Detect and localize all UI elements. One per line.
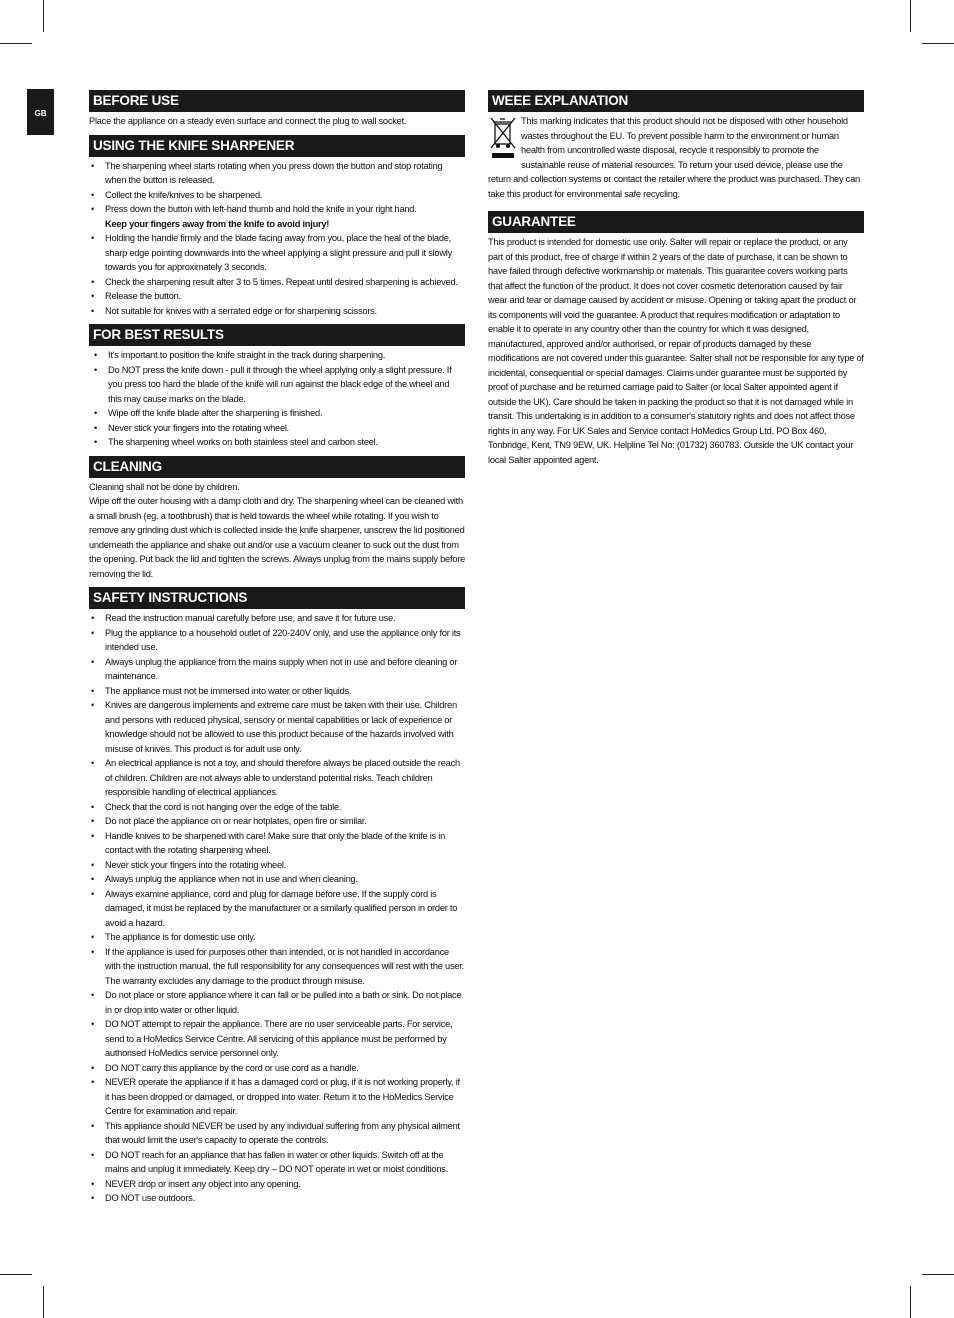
before-use-section xyxy=(89,90,465,129)
injury-warning: Keep your fingers away from the knife to avoid injury! xyxy=(105,218,330,229)
cleaning-text: Cleaning shall not be done by children. xyxy=(89,481,240,492)
list-item: • An electrical appliance is not a toy, and should therefore always be placed outside the reach of children. Children are not always able to understand potential risks. Teach children responsible handling of electrical appliances. xyxy=(89,756,465,800)
list-item: • Not suitable for knives with a serrated edge or for sharpening scissors. xyxy=(89,304,465,319)
crop-mark xyxy=(43,1286,44,1318)
list-item: • DO NOT use outdoors. xyxy=(89,1191,465,1206)
list-item: • Holding the handle firmly and the blade facing away from you, place the heal of the blade, sharp edge pointing downwards into the wheel applying a slight pressure and pull it slowly towards you for approximately 3 seconds. xyxy=(89,231,465,275)
cleaning-section xyxy=(89,456,465,582)
list-item: • Never stick your fingers into the rotating wheel. xyxy=(89,858,465,873)
list-item: • NEVER drop or insert any object into any opening. xyxy=(89,1177,465,1192)
list-item: • The appliance must not be immersed into water or other liquids. xyxy=(89,684,465,699)
section-heading: SAFETY INSTRUCTIONS xyxy=(89,587,465,609)
safety-list xyxy=(89,611,465,1206)
guarantee-section xyxy=(488,211,864,467)
list-item: • Wipe off the knife blade after the sharpening is finished. xyxy=(89,406,465,421)
list-item: • If the appliance is used for purposes other than intended, or is not handled in accordance with the instruction manual, the full responsibility for any consequences will rest with the user. The warranty excludes any damage to the product through misuse. xyxy=(89,945,465,989)
list-item: • Check that the cord is not hanging over the edge of the table. xyxy=(89,800,465,815)
weee-section xyxy=(488,90,864,201)
list-item: • It's important to position the knife straight in the track during sharpening. xyxy=(89,348,465,363)
list-item: • Check the sharpening result after 3 to 5 times. Repeat until desired sharpening is achieved. xyxy=(89,275,465,290)
list-item: • Always unplug the appliance from the mains supply when not in use and before cleaning or maintenance. xyxy=(89,655,465,684)
list-item: • The appliance is for domestic use only. xyxy=(89,930,465,945)
list-item: • Plug the appliance to a household outlet of 220-240V only, and use the appliance only for its intended use. xyxy=(89,626,465,655)
list-item: • Do NOT press the knife down - pull it through the wheel applying only a slight pressure. If you press too hard the blade of the knife will run against the black edge of the wheel and this may cause marks on the blade. xyxy=(89,363,465,407)
list-item: • Collect the knife/knives to be sharpened. xyxy=(89,188,465,203)
guarantee-text: This product is intended for domestic use only. Salter will repair or replace the product, or any part of this product, free of charge if within 2 years of the date of purchase, it can be shown to have failed through defective workmanship or materials. This guarantee covers working parts that affect the function of the product. It does not cover cosmetic deterioration caused by fair wear and tear or damage caused by accident or misuse. Opening or taking apart the product or its components will void the guarantee. A product that requires modification or adaptation to enable it to operate in any country other than the country for which it was designed, manufactured, approved and/or authorised, or repair of products damaged by these modifications are not covered under this guarantee. Salter shall not be responsible for any type of incidental, consequential or special damages. Claims under guarantee must be supported by proof of purchase and be returned carriage paid to Salter (or local Salter appointed agent if outside the UK). Care should be taken in packing the product so that it is not damaged while in transit. This undertaking is in addition to a consumer's statutory rights and does not affect those rights in any way. For UK Sales and Service contact HoMedics Group Ltd, PO Box 460, Tonbridge, Kent, TN9 9EW, UK. Helpline Tel No: (01732) 360783. Outside the UK contact your local Salter appointed agent. xyxy=(488,237,864,465)
list-item: • Always unplug the appliance when not in use and when cleaning. xyxy=(89,872,465,887)
section-heading: USING THE KNIFE SHARPENER xyxy=(89,135,465,157)
cleaning-text: Wipe off the outer housing with a damp cloth and dry. The sharpening wheel can be cleaned with a small brush (eg. a toothbrush) that is held towards the wheel while rotating. If you wish to remove any grinding dust which is collected inside the knife sharpener, unscrew the lid positioned underneath the appliance and shake out and/or use a vacuum cleaner to suck out the dust from the opening. Put back the lid and tighten the screws. Always unplug from the mains supply before removing the lid. xyxy=(89,496,466,579)
crop-mark xyxy=(0,1274,32,1275)
right-column xyxy=(488,90,864,473)
list-item: • The sharpening wheel works on both stainless steel and carbon steel. xyxy=(89,435,465,450)
best-results-section xyxy=(89,324,465,450)
section-heading: FOR BEST RESULTS xyxy=(89,324,465,346)
list-item: • Never stick your fingers into the rotating wheel. xyxy=(89,421,465,436)
language-tab xyxy=(27,89,54,135)
before-use-text: Place the appliance on a steady even surface and connect the plug to wall socket. xyxy=(89,116,407,126)
list-item: • DO NOT reach for an appliance that has fallen in water or other liquids. Switch off at the mains and unplug it immediately. Keep dry – DO NOT operate in wet or moist conditions. xyxy=(89,1148,465,1177)
using-list xyxy=(89,159,465,319)
crossed-out-wheelie-bin-icon xyxy=(488,116,518,160)
section-heading: CLEANING xyxy=(89,456,465,478)
list-item: • Do not place the appliance on or near hotplates, open fire or similar. xyxy=(89,814,465,829)
list-item: • Always examine appliance, cord and plug for damage before use. If the supply cord is damaged, it must be replaced by the manufacturer or a similarly qualified person in order to avoid a hazard. xyxy=(89,887,465,931)
list-item: • DO NOT attempt to repair the appliance. There are no user serviceable parts. For service, send to a HoMedics Service Centre. All servicing of this appliance must be performed by authorised HoMedics service personnel only. xyxy=(89,1017,465,1061)
list-item: • Handle knives to be sharpened with care! Make sure that only the blade of the knife is in contact with the rotating sharpening wheel. xyxy=(89,829,465,858)
list-item: • DO NOT carry this appliance by the cord or use cord as a handle. xyxy=(89,1061,465,1076)
section-heading: BEFORE USE xyxy=(89,90,465,112)
list-item: • NEVER operate the appliance if it has a damaged cord or plug, if it is not working properly, if it has been dropped or damaged, or dropped into water. Return it to the HoMedics Service Centre for examination and repair. xyxy=(89,1075,465,1119)
section-heading: GUARANTEE xyxy=(488,211,864,233)
best-results-list xyxy=(89,348,465,450)
list-item-text: Press down the button with left-hand thumb and hold the knife in your right hand. xyxy=(105,204,417,214)
list-item: • Read the instruction manual carefully before use, and save it for future use. xyxy=(89,611,465,626)
list-item: • Release the button. xyxy=(89,289,465,304)
left-column xyxy=(89,90,465,1212)
using-section xyxy=(89,135,465,319)
language-tab-label: GB xyxy=(34,109,47,118)
safety-section xyxy=(89,587,465,1206)
weee-text: This marking indicates that this product should not be disposed with other household wastes throughout the EU. To prevent possible harm to the environment or human health from uncontrolled waste disposal, recycle it responsibly to promote the sustainable reuse of material resources. To return your used device, please use the return and collection systems or contact the retailer where the product was purchased. They can take this product for environmental safe recycling. xyxy=(488,116,860,199)
crop-mark xyxy=(922,43,954,44)
list-item: • This appliance should NEVER be used by any individual suffering from any physical ailment that would limit the user's capacity to operate the controls. xyxy=(89,1119,465,1148)
crop-mark xyxy=(922,1274,954,1275)
crop-mark xyxy=(910,0,911,32)
crop-mark xyxy=(43,0,44,32)
section-heading: WEEE EXPLANATION xyxy=(488,90,864,112)
list-item: • Knives are dangerous implements and extreme care must be taken with their use. Children and persons with reduced physical, sensory or mental capabilities or lack of experience or knowledge should not be allowed to use this product because of the hazards involved with misuse of knives. This product is for adult use only. xyxy=(89,698,465,756)
list-item: • The sharpening wheel starts rotating when you press down the button and stop rotating when the button is released. xyxy=(89,159,465,188)
list-item: • Do not place or store appliance where it can fall or be pulled into a bath or sink. Do not place in or drop into water or other liquid. xyxy=(89,988,465,1017)
crop-mark xyxy=(0,43,32,44)
crop-mark xyxy=(910,1286,911,1318)
list-item xyxy=(89,202,465,231)
